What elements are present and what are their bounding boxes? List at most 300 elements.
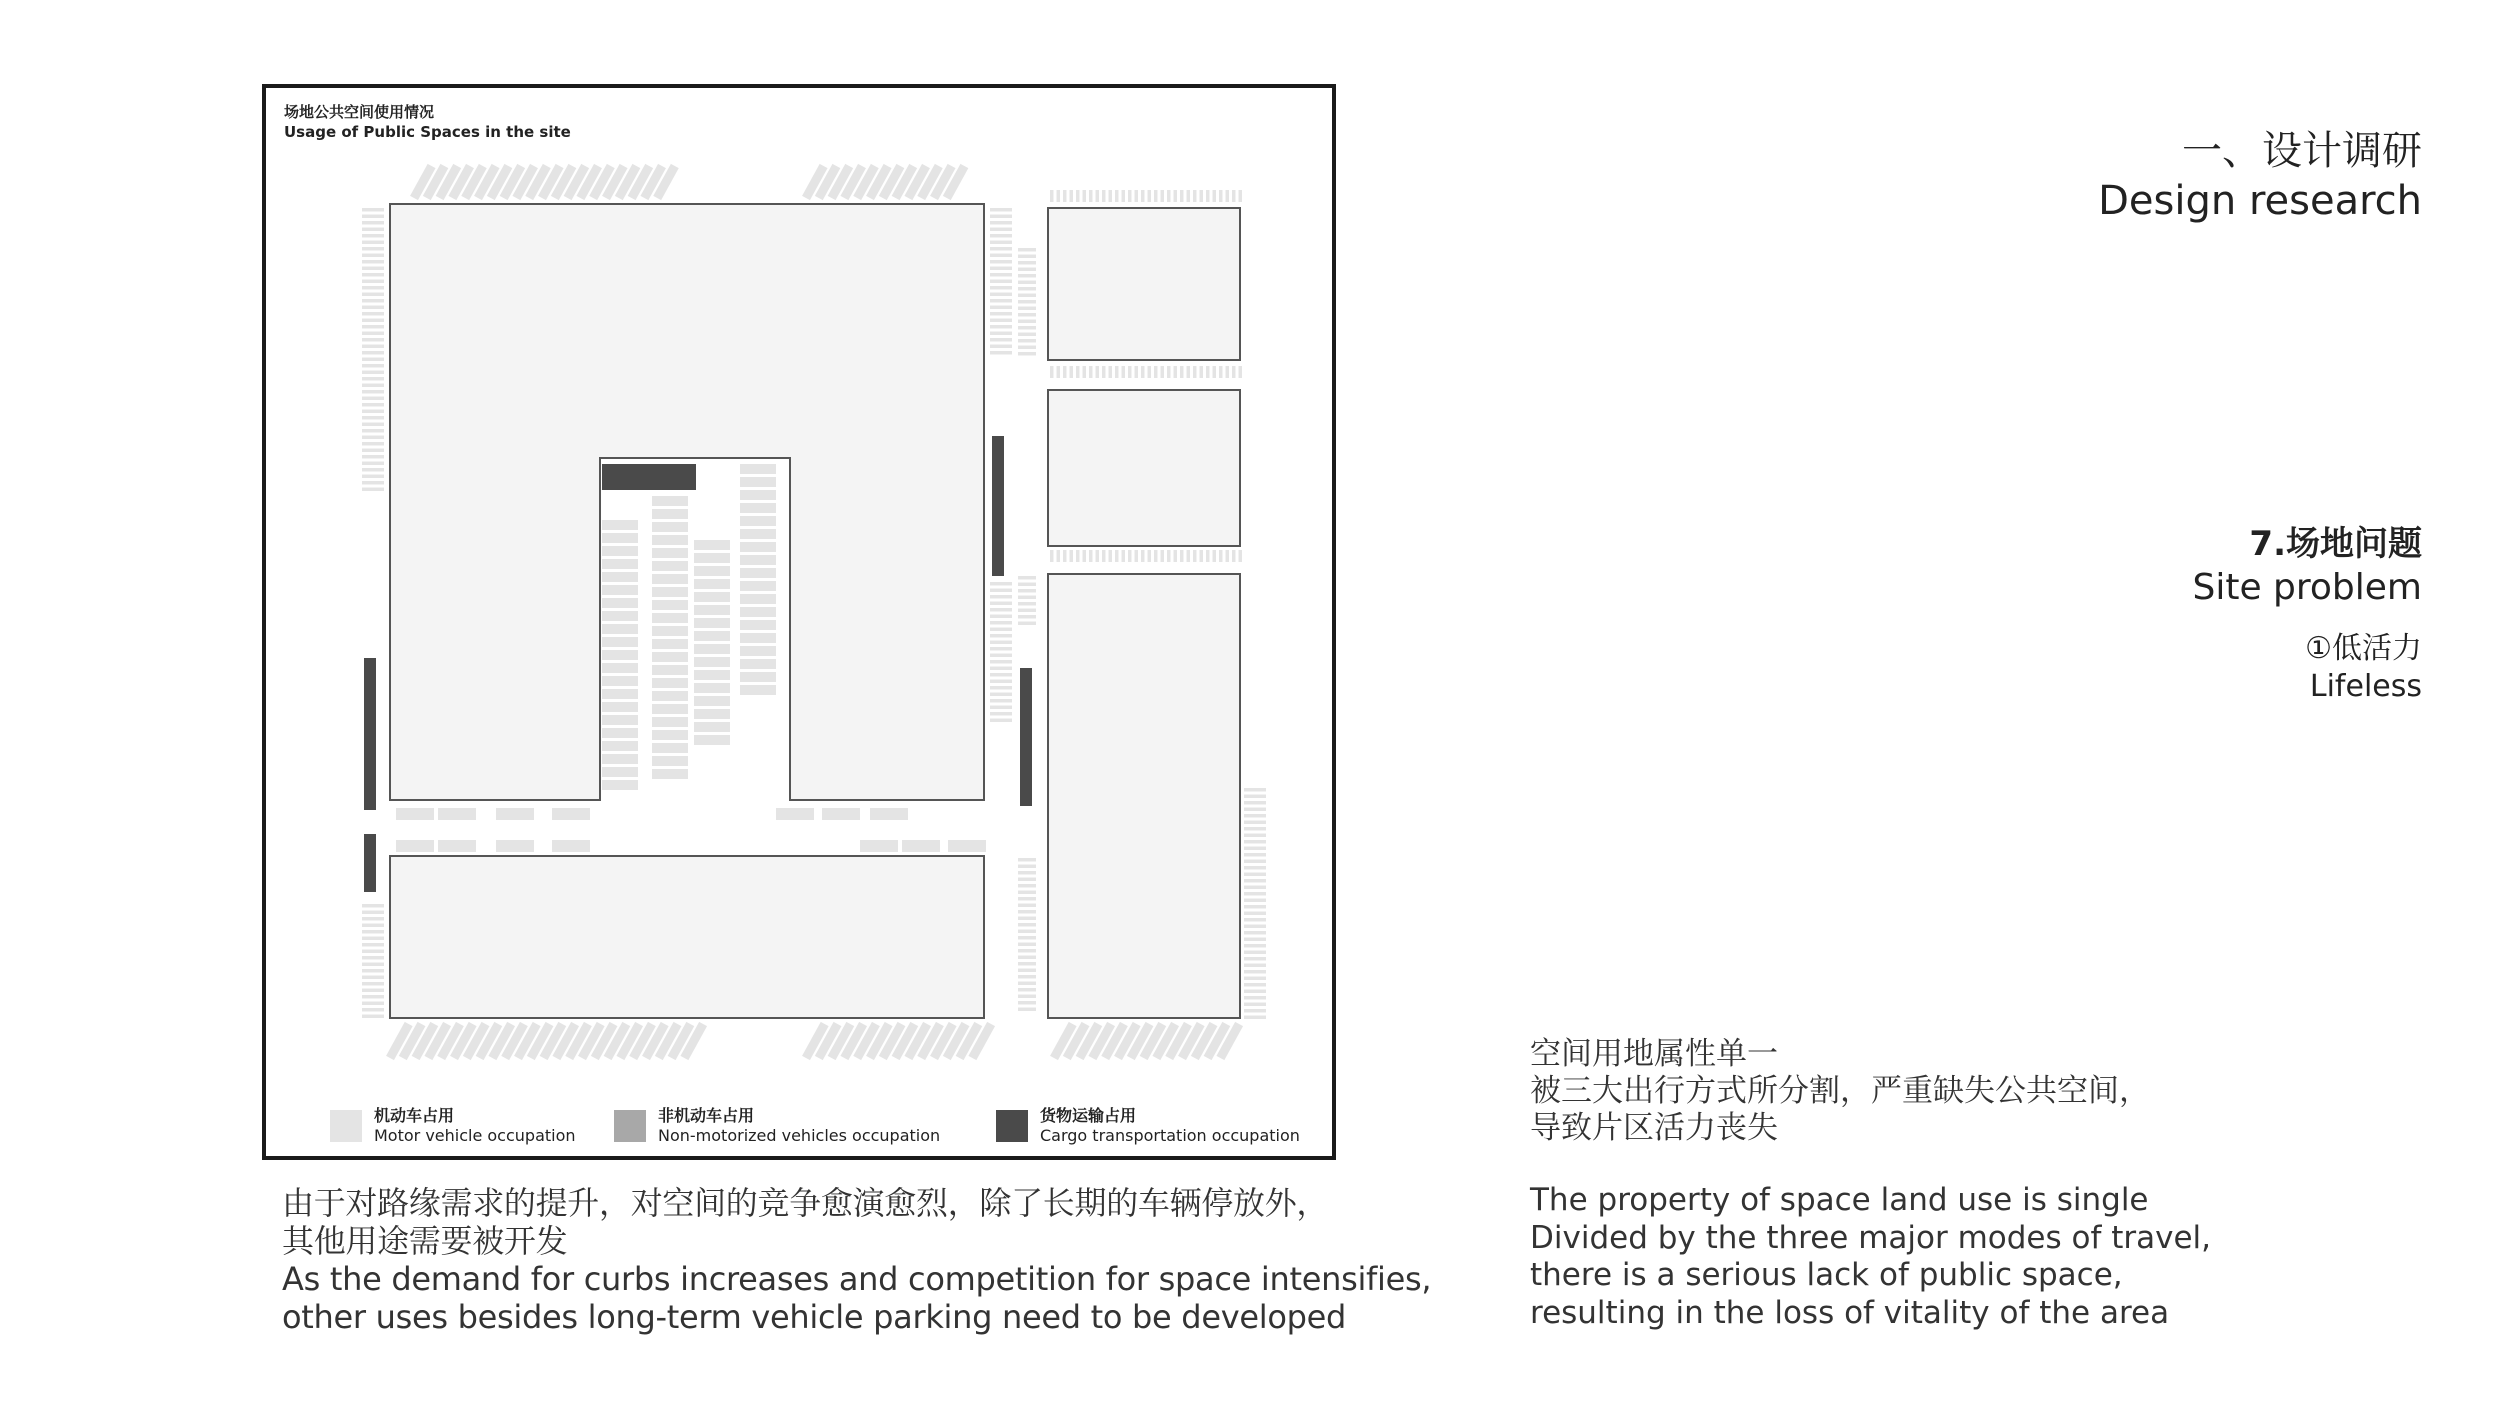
caption-en-line2: other uses besides long-term vehicle parking need to be developed — [282, 1298, 1347, 1336]
parking-far-east — [1244, 938, 1266, 942]
section-en: Site problem — [2192, 567, 2422, 608]
street-stall-row-1 — [776, 808, 814, 820]
bike-courtyard-col-3 — [694, 631, 730, 641]
parking-east-upper — [990, 286, 1012, 290]
parking-far-east — [1244, 801, 1266, 805]
parking-far-east — [1244, 892, 1266, 896]
parking-west-upper — [362, 416, 384, 420]
subsection-title — [2305, 630, 2422, 706]
parking-east-row-1 — [1161, 190, 1165, 202]
legend-swatch-motor — [330, 1110, 362, 1142]
parking-east-mid — [990, 595, 1012, 599]
parking-west-upper — [362, 254, 384, 258]
parking-east-row-2 — [1200, 366, 1204, 378]
parking-east-row-2 — [1174, 366, 1178, 378]
map-title — [284, 102, 571, 142]
parking-west-upper — [362, 345, 384, 349]
parking-far-east — [1244, 951, 1266, 955]
parking-east-column-3 — [1018, 936, 1036, 940]
street-stall-row-2 — [438, 840, 476, 852]
parking-far-east — [1244, 905, 1266, 909]
bike-courtyard-col-2 — [652, 691, 688, 701]
parking-west-lower — [362, 982, 384, 986]
parking-east-row-3 — [1200, 550, 1204, 562]
parking-east-upper — [990, 247, 1012, 251]
parking-east-row-2 — [1070, 366, 1074, 378]
parking-west-upper — [362, 462, 384, 466]
parking-east-row-2 — [1219, 366, 1223, 378]
parking-east-upper — [990, 299, 1012, 303]
bike-courtyard-col-2 — [652, 522, 688, 532]
parking-east-mid — [990, 634, 1012, 638]
parking-west-upper — [362, 247, 384, 251]
bike-courtyard-col-2 — [652, 587, 688, 597]
parking-east-row-1 — [1193, 190, 1197, 202]
parking-east-column-2 — [1018, 609, 1036, 613]
parking-far-east — [1244, 788, 1266, 792]
parking-east-row-3 — [1161, 550, 1165, 562]
bike-courtyard-col-3 — [694, 696, 730, 706]
parking-east-row-1 — [1167, 190, 1171, 202]
bike-courtyard-col-2 — [652, 509, 688, 519]
parking-east-row-2 — [1109, 366, 1113, 378]
parking-east-column-3 — [1018, 943, 1036, 947]
parking-west-lower — [362, 950, 384, 954]
parking-east-column-1 — [1018, 339, 1036, 343]
parking-east-column-3 — [1018, 930, 1036, 934]
bike-courtyard-col-2 — [652, 756, 688, 766]
parking-west-upper — [362, 390, 384, 394]
bike-courtyard-col-4 — [740, 607, 776, 617]
parking-east-column-1 — [1018, 261, 1036, 265]
parking-east-column-1 — [1018, 300, 1036, 304]
parking-far-east — [1244, 834, 1266, 838]
parking-east-mid — [990, 589, 1012, 593]
parking-far-east — [1244, 983, 1266, 987]
parking-east-row-1 — [1089, 190, 1093, 202]
parking-west-upper — [362, 455, 384, 459]
parking-east-upper — [990, 312, 1012, 316]
parking-east-column-3 — [1018, 982, 1036, 986]
desc-cn-line2: 被三大出行方式所分割，严重缺失公共空间， — [1530, 1073, 2150, 1109]
street-stall-row-2 — [902, 840, 940, 852]
street-stall-row-2 — [396, 840, 434, 852]
bike-courtyard-col-3 — [694, 592, 730, 602]
parking-east-row-3 — [1187, 550, 1191, 562]
parking-east-row-3 — [1109, 550, 1113, 562]
bike-courtyard-col-2 — [652, 678, 688, 688]
bike-courtyard-col-4 — [740, 620, 776, 630]
parking-east-column-2 — [1018, 622, 1036, 626]
parking-east-row-3 — [1096, 550, 1100, 562]
parking-far-east — [1244, 795, 1266, 799]
parking-east-row-2 — [1187, 366, 1191, 378]
parking-west-lower — [362, 969, 384, 973]
parking-east-row-3 — [1102, 550, 1106, 562]
parking-east-column-1 — [1018, 274, 1036, 278]
parking-far-east — [1244, 899, 1266, 903]
desc-en-line2: Divided by the three major modes of travel, — [1530, 1219, 2212, 1256]
parking-east-row-2 — [1102, 366, 1106, 378]
parking-east-column-3 — [1018, 910, 1036, 914]
parking-far-east — [1244, 860, 1266, 864]
parking-far-east — [1244, 964, 1266, 968]
parking-east-row-1 — [1141, 190, 1145, 202]
parking-far-east — [1244, 970, 1266, 974]
cargo-courtyard — [602, 464, 696, 490]
parking-west-upper — [362, 436, 384, 440]
parking-east-upper — [990, 293, 1012, 297]
bike-courtyard-col-2 — [652, 704, 688, 714]
parking-east-row-1 — [1239, 190, 1243, 202]
parking-west-lower — [362, 963, 384, 967]
legend-swatch-non-motorized — [614, 1110, 646, 1142]
bike-courtyard-col-4 — [740, 594, 776, 604]
parking-west-upper — [362, 481, 384, 485]
parking-east-row-3 — [1180, 550, 1184, 562]
parking-east-column-3 — [1018, 995, 1036, 999]
parking-east-row-2 — [1050, 366, 1054, 378]
parking-east-row-2 — [1180, 366, 1184, 378]
bike-courtyard-col-4 — [740, 529, 776, 539]
parking-east-row-2 — [1096, 366, 1100, 378]
parking-east-row-3 — [1154, 550, 1158, 562]
parking-east-row-1 — [1187, 190, 1191, 202]
parking-east-column-3 — [1018, 975, 1036, 979]
parking-east-column-1 — [1018, 326, 1036, 330]
parking-east-row-1 — [1180, 190, 1184, 202]
parking-east-row-3 — [1122, 550, 1126, 562]
parking-east-upper — [990, 280, 1012, 284]
parking-east-upper — [990, 260, 1012, 264]
parking-east-mid — [990, 712, 1012, 716]
parking-east-row-2 — [1206, 366, 1210, 378]
bike-courtyard-col-4 — [740, 646, 776, 656]
bike-courtyard-col-3 — [694, 644, 730, 654]
parking-east-row-3 — [1076, 550, 1080, 562]
parking-west-lower — [362, 1015, 384, 1019]
legend-motor-vehicle — [330, 1106, 576, 1146]
building-east-1 — [1048, 208, 1240, 360]
bike-courtyard-col-1 — [602, 689, 638, 699]
parking-east-upper — [990, 215, 1012, 219]
parking-west-upper — [362, 241, 384, 245]
parking-east-row-2 — [1161, 366, 1165, 378]
bike-courtyard-col-2 — [652, 548, 688, 558]
parking-far-east — [1244, 912, 1266, 916]
parking-east-mid — [990, 621, 1012, 625]
parking-east-row-1 — [1070, 190, 1074, 202]
building-east-3 — [1048, 574, 1240, 1018]
parking-east-mid — [990, 699, 1012, 703]
bike-courtyard-col-4 — [740, 516, 776, 526]
subsection-cn: ①低活力 — [2305, 631, 2422, 666]
parking-east-row-1 — [1213, 190, 1217, 202]
desc-cn-line1: 空间用地属性单一 — [1530, 1036, 1778, 1072]
bike-courtyard-col-4 — [740, 477, 776, 487]
parking-east-row-2 — [1148, 366, 1152, 378]
parking-east-column-3 — [1018, 858, 1036, 862]
bike-courtyard-col-1 — [602, 754, 638, 764]
parking-west-upper — [362, 449, 384, 453]
parking-far-east — [1244, 821, 1266, 825]
parking-west-upper — [362, 234, 384, 238]
bike-courtyard-col-4 — [740, 633, 776, 643]
parking-west-lower — [362, 911, 384, 915]
parking-east-mid — [990, 686, 1012, 690]
parking-west-upper — [362, 364, 384, 368]
parking-east-row-3 — [1083, 550, 1087, 562]
parking-west-upper — [362, 358, 384, 362]
parking-east-row-3 — [1167, 550, 1171, 562]
parking-far-east — [1244, 847, 1266, 851]
cargo-east-upper — [992, 436, 1004, 576]
parking-east-row-2 — [1239, 366, 1243, 378]
bike-courtyard-col-3 — [694, 618, 730, 628]
bike-courtyard-col-1 — [602, 767, 638, 777]
parking-east-mid — [990, 680, 1012, 684]
parking-east-column-3 — [1018, 923, 1036, 927]
bike-courtyard-col-3 — [694, 605, 730, 615]
parking-west-upper — [362, 319, 384, 323]
parking-west-upper — [362, 312, 384, 316]
site-plan-diagram — [266, 88, 1332, 1156]
parking-east-mid — [990, 706, 1012, 710]
parking-east-row-3 — [1239, 550, 1243, 562]
heading-en: Design research — [2098, 178, 2422, 224]
parking-east-mid — [990, 608, 1012, 612]
desc-en-line1: The property of space land use is single — [1530, 1182, 2149, 1218]
parking-east-column-3 — [1018, 871, 1036, 875]
street-stall-row-1 — [396, 808, 434, 820]
bike-courtyard-col-1 — [602, 780, 638, 790]
parking-west-upper — [362, 260, 384, 264]
parking-east-column-3 — [1018, 884, 1036, 888]
parking-far-east — [1244, 944, 1266, 948]
bike-courtyard-col-2 — [652, 730, 688, 740]
bike-courtyard-col-1 — [602, 715, 638, 725]
parking-east-column-2 — [1018, 576, 1036, 580]
street-stall-row-1 — [822, 808, 860, 820]
parking-east-row-1 — [1219, 190, 1223, 202]
parking-east-column-2 — [1018, 615, 1036, 619]
bike-courtyard-col-2 — [652, 496, 688, 506]
bike-courtyard-col-2 — [652, 626, 688, 636]
parking-east-row-2 — [1063, 366, 1067, 378]
parking-far-east — [1244, 1016, 1266, 1020]
bike-courtyard-col-2 — [652, 561, 688, 571]
parking-east-upper — [990, 273, 1012, 277]
bike-courtyard-col-1 — [602, 520, 638, 530]
parking-east-row-3 — [1050, 550, 1054, 562]
parking-west-upper — [362, 410, 384, 414]
parking-far-east — [1244, 873, 1266, 877]
parking-east-row-1 — [1102, 190, 1106, 202]
bike-courtyard-col-4 — [740, 659, 776, 669]
parking-east-column-1 — [1018, 268, 1036, 272]
parking-east-row-1 — [1128, 190, 1132, 202]
parking-east-row-1 — [1154, 190, 1158, 202]
street-stall-row-2 — [948, 840, 986, 852]
parking-west-upper — [362, 442, 384, 446]
parking-west-upper — [362, 280, 384, 284]
parking-east-row-2 — [1141, 366, 1145, 378]
parking-far-east — [1244, 814, 1266, 818]
bike-courtyard-col-4 — [740, 555, 776, 565]
legend-cargo — [996, 1106, 1300, 1146]
parking-east-column-3 — [1018, 904, 1036, 908]
parking-east-mid — [990, 654, 1012, 658]
bike-courtyard-col-1 — [602, 611, 638, 621]
bike-courtyard-col-4 — [740, 685, 776, 695]
parking-far-east — [1244, 990, 1266, 994]
parking-east-column-3 — [1018, 897, 1036, 901]
parking-east-mid — [990, 602, 1012, 606]
caption-cn-line2: 其他用途需要被开发 — [282, 1222, 568, 1260]
bike-courtyard-col-3 — [694, 670, 730, 680]
bike-courtyard-col-4 — [740, 542, 776, 552]
bike-courtyard-col-2 — [652, 743, 688, 753]
street-stall-row-2 — [496, 840, 534, 852]
bike-courtyard-col-4 — [740, 490, 776, 500]
parking-east-column-1 — [1018, 346, 1036, 350]
parking-east-column-3 — [1018, 891, 1036, 895]
description-en — [1530, 1182, 2211, 1332]
bike-courtyard-col-1 — [602, 728, 638, 738]
parking-far-east — [1244, 853, 1266, 857]
parking-east-row-1 — [1174, 190, 1178, 202]
parking-west-lower — [362, 1008, 384, 1012]
parking-east-column-3 — [1018, 865, 1036, 869]
bike-courtyard-col-1 — [602, 637, 638, 647]
parking-west-lower — [362, 943, 384, 947]
building-east-2 — [1048, 390, 1240, 546]
parking-east-row-1 — [1057, 190, 1061, 202]
parking-east-row-3 — [1193, 550, 1197, 562]
parking-east-mid — [990, 673, 1012, 677]
parking-east-row-3 — [1148, 550, 1152, 562]
bike-courtyard-col-1 — [602, 702, 638, 712]
parking-far-east — [1244, 957, 1266, 961]
parking-east-row-2 — [1226, 366, 1230, 378]
caption-en-line1: As the demand for curbs increases and competition for space intensifies, — [282, 1260, 1432, 1298]
parking-east-row-3 — [1089, 550, 1093, 562]
bike-courtyard-col-3 — [694, 540, 730, 550]
site-map-panel — [262, 84, 1336, 1160]
parking-east-row-2 — [1232, 366, 1236, 378]
legend-swatch-cargo — [996, 1110, 1028, 1142]
parking-east-row-1 — [1076, 190, 1080, 202]
bike-courtyard-col-1 — [602, 572, 638, 582]
bike-courtyard-col-4 — [740, 464, 776, 474]
parking-east-row-1 — [1109, 190, 1113, 202]
parking-east-mid — [990, 693, 1012, 697]
parking-west-lower — [362, 956, 384, 960]
bike-courtyard-col-2 — [652, 613, 688, 623]
street-stall-row-1 — [552, 808, 590, 820]
section-title — [2192, 522, 2422, 610]
bike-courtyard-col-4 — [740, 581, 776, 591]
parking-east-row-3 — [1063, 550, 1067, 562]
legend-motor-cn: 机动车占用 — [374, 1106, 455, 1125]
parking-east-column-3 — [1018, 917, 1036, 921]
parking-east-upper — [990, 332, 1012, 336]
parking-west-upper — [362, 468, 384, 472]
parking-west-upper — [362, 325, 384, 329]
parking-east-column-2 — [1018, 583, 1036, 587]
parking-east-upper — [990, 351, 1012, 355]
parking-east-column-3 — [1018, 1001, 1036, 1005]
parking-east-row-2 — [1167, 366, 1171, 378]
parking-west-upper — [362, 371, 384, 375]
bike-courtyard-col-2 — [652, 639, 688, 649]
parking-east-mid — [990, 582, 1012, 586]
parking-east-row-3 — [1219, 550, 1223, 562]
parking-west-upper — [362, 403, 384, 407]
parking-east-column-1 — [1018, 287, 1036, 291]
bike-courtyard-col-3 — [694, 566, 730, 576]
parking-east-row-2 — [1135, 366, 1139, 378]
parking-east-column-1 — [1018, 352, 1036, 356]
bike-courtyard-col-3 — [694, 735, 730, 745]
bike-courtyard-col-3 — [694, 709, 730, 719]
parking-east-upper — [990, 221, 1012, 225]
caption-cn-line1: 由于对路缘需求的提升，对空间的竞争愈演愈烈，除了长期的车辆停放外， — [282, 1184, 1329, 1222]
parking-east-column-1 — [1018, 307, 1036, 311]
parking-east-row-2 — [1089, 366, 1093, 378]
parking-east-column-1 — [1018, 255, 1036, 259]
parking-east-row-3 — [1135, 550, 1139, 562]
parking-east-upper — [990, 319, 1012, 323]
parking-east-row-2 — [1122, 366, 1126, 378]
building-south — [390, 856, 984, 1018]
heading-cn: 一、设计调研 — [2182, 128, 2422, 174]
section-cn: 7.场地问题 — [2249, 524, 2422, 564]
parking-east-column-1 — [1018, 294, 1036, 298]
parking-east-upper — [990, 338, 1012, 342]
parking-west-upper — [362, 488, 384, 492]
parking-east-upper — [990, 228, 1012, 232]
parking-west-upper — [362, 293, 384, 297]
parking-west-upper — [362, 423, 384, 427]
parking-east-row-3 — [1141, 550, 1145, 562]
parking-east-row-2 — [1213, 366, 1217, 378]
bike-courtyard-col-4 — [740, 672, 776, 682]
bike-courtyard-col-1 — [602, 559, 638, 569]
parking-far-east — [1244, 918, 1266, 922]
bike-courtyard-col-2 — [652, 769, 688, 779]
parking-east-upper — [990, 345, 1012, 349]
parking-east-column-2 — [1018, 602, 1036, 606]
parking-east-upper — [990, 325, 1012, 329]
parking-west-lower — [362, 1002, 384, 1006]
parking-east-row-1 — [1050, 190, 1054, 202]
parking-east-column-1 — [1018, 281, 1036, 285]
bike-courtyard-col-2 — [652, 652, 688, 662]
bike-courtyard-col-1 — [602, 546, 638, 556]
parking-east-upper — [990, 306, 1012, 310]
street-stall-row-1 — [870, 808, 908, 820]
street-stall-row-1 — [496, 808, 534, 820]
legend-cargo-en: Cargo transportation occupation — [1040, 1126, 1300, 1145]
parking-east-mid — [990, 641, 1012, 645]
parking-east-upper — [990, 241, 1012, 245]
parking-east-upper — [990, 234, 1012, 238]
street-stall-row-2 — [860, 840, 898, 852]
desc-cn-line3: 导致片区活力丧失 — [1530, 1110, 1778, 1146]
cargo-east-lower — [1020, 668, 1032, 806]
parking-east-mid — [990, 660, 1012, 664]
